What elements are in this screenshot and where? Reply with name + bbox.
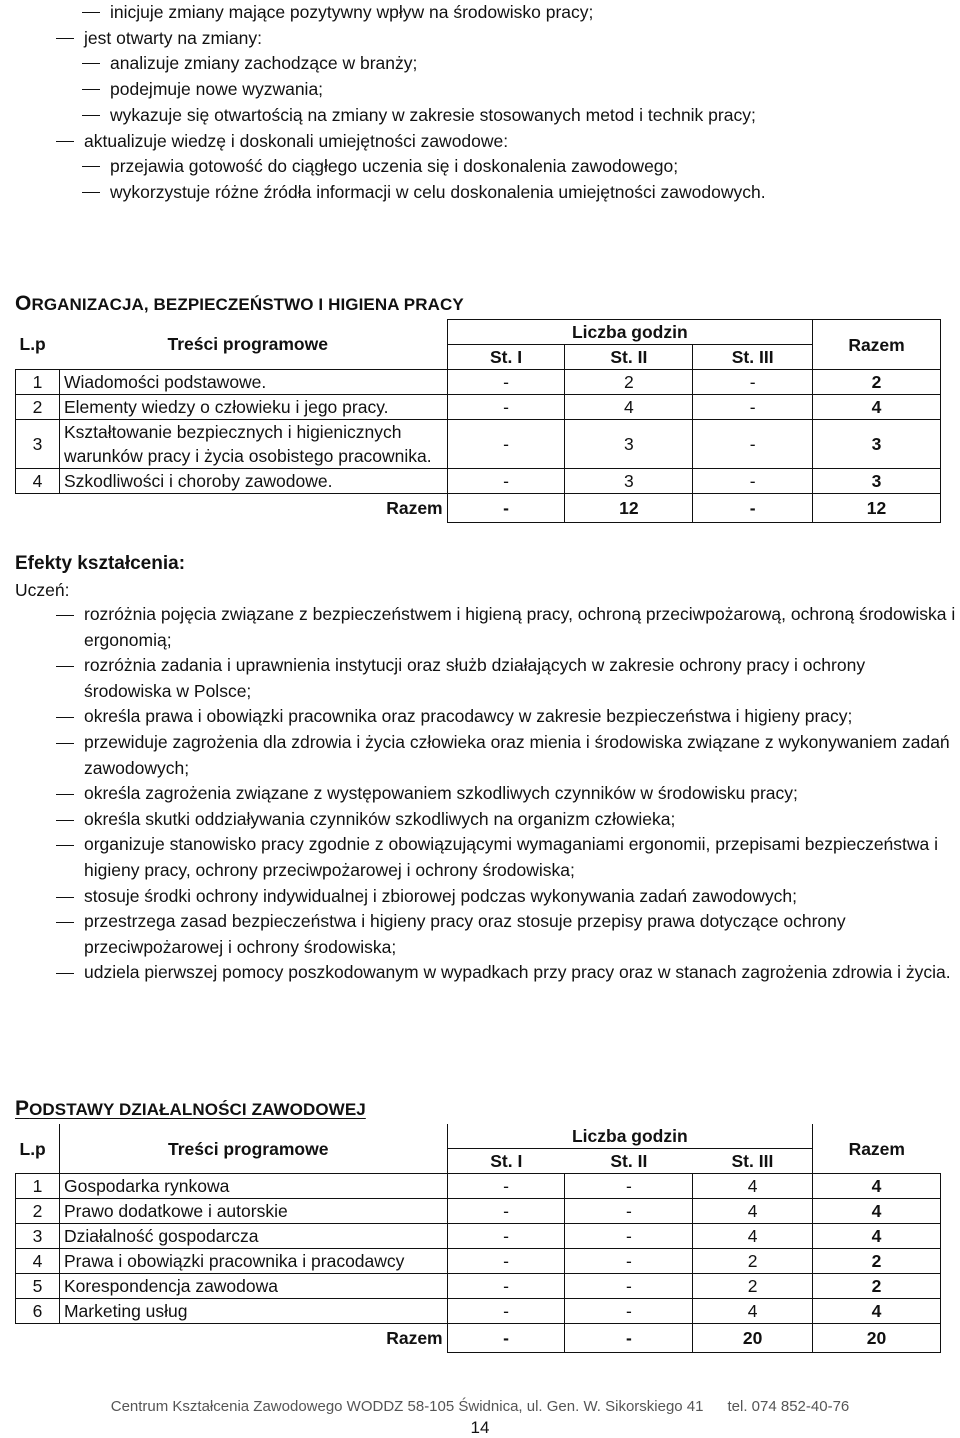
header-liczba-godzin: Liczba godzin (447, 320, 812, 345)
section-title-podstawy: PODSTAWY DZIAŁALNOŚCI ZAWODOWEJ (15, 1097, 366, 1120)
dash-bullet-icon (56, 794, 74, 795)
table-row: 1 Wiadomości podstawowe. - 2 - 2 (16, 370, 941, 395)
header-lp: L.p (16, 1124, 60, 1174)
header-st2: St. II (565, 345, 693, 370)
dash-bullet-icon (56, 973, 74, 974)
table-header-row (16, 320, 941, 345)
list-item: przejawia gotowość do ciągłego uczenia się i doskonalenia zawodowego; (0, 154, 960, 180)
header-st2: St. II (565, 1149, 693, 1174)
header-liczba-godzin: Liczba godzin (447, 1124, 812, 1149)
dash-bullet-icon (56, 141, 74, 142)
table-row: 3 Działalność gospodarcza - - 4 4 (16, 1224, 941, 1249)
header-st3: St. III (693, 1149, 813, 1174)
table-row: 1 Gospodarka rynkowa - - 4 4 (16, 1174, 941, 1199)
dash-bullet-icon (56, 717, 74, 718)
header-st3: St. III (693, 345, 813, 370)
footer-phone: tel. 074 852-40-76 (727, 1398, 850, 1415)
list-item: przewiduje zagrożenia dla zdrowia i życia człowieka oraz mienia i środowiska związane z wykonywaniem zadań zawodowych; (0, 730, 960, 781)
list-item: wykazuje się otwartością na zmiany w zakresie stosowanych metod i technik pracy; (0, 103, 960, 129)
dash-bullet-icon (56, 666, 74, 667)
dash-bullet-icon (82, 63, 100, 64)
page-number: 14 (470, 1418, 490, 1437)
list-item: rozróżnia zadania i uprawnienia instytucji oraz służb działających w zakresie ochrony pracy i ochrony środowiska w Polsce; (0, 653, 960, 704)
dash-bullet-icon (56, 820, 74, 821)
list-item: określa zagrożenia związane z występowaniem szkodliwych czynników w środowisku pracy; (0, 781, 960, 807)
hours-table-organizacja (15, 319, 941, 523)
table-total-row: Razem - 12 - 12 (16, 494, 941, 523)
list-item: analizuje zmiany zachodzące w branży; (0, 51, 960, 77)
table-row: 5 Korespondencja zawodowa - - 2 2 (16, 1274, 941, 1299)
list-item: aktualizuje wiedzę i doskonali umiejętności zawodowe: (0, 129, 960, 155)
dash-bullet-icon (56, 38, 74, 39)
list-item: udziela pierwszej pomocy poszkodowanym w wypadkach przy pracy oraz w stanach zagrożenia zdrowia i życia. (0, 960, 960, 986)
list-item: stosuje środki ochrony indywidualnej i zbiorowej podczas wykonywania zadań zawodowych; (0, 884, 960, 910)
dash-bullet-icon (56, 743, 74, 744)
header-lp: L.p (16, 320, 60, 370)
table-row: 6 Marketing usług - - 4 4 (16, 1299, 941, 1324)
list-item: określa prawa i obowiązki pracownika oraz pracodawcy w zakresie bezpieczeństwa i higieny pracy; (0, 704, 960, 730)
table-total-row: Razem - - 20 20 (16, 1324, 941, 1353)
list-item: określa skutki oddziaływania czynników szkodliwych na organizm człowieka; (0, 807, 960, 833)
dash-bullet-icon (82, 89, 100, 90)
table-row: 2 Elementy wiedzy o człowieku i jego pracy. - 4 - 4 (16, 395, 941, 420)
dash-bullet-icon (56, 897, 74, 898)
table-row: 4 Prawa i obowiązki pracownika i pracodawcy - - 2 2 (16, 1249, 941, 1274)
outcomes-title: Efekty kształcenia: (15, 553, 186, 574)
header-tresci: Treści programowe (59, 1124, 447, 1174)
section-title-organizacja: ORGANIZACJA, BEZPIECZEŃSTWO I HIGIENA PRACY (15, 292, 464, 315)
table-header-row (16, 1124, 941, 1149)
header-razem: Razem (813, 320, 941, 370)
header-razem: Razem (813, 1124, 941, 1174)
dash-bullet-icon (82, 115, 100, 116)
page-footer (0, 1398, 960, 1415)
hours-table-podstawy (15, 1124, 941, 1353)
header-tresci: Treści programowe (59, 320, 447, 370)
list-item: organizuje stanowisko pracy zgodnie z obowiązującymi wymaganiami ergonomii, przepisami bezpieczeństwa i higieny pracy, ochrony przeciwpożarowej i ochrony środowiska; (0, 832, 960, 883)
top-bullet-list (0, 0, 960, 206)
list-item: przestrzega zasad bezpieczeństwa i higieny pracy oraz stosuje przepisy prawa dotyczące ochrony przeciwpożarowej i ochrony środowiska; (0, 909, 960, 960)
table-row: 2 Prawo dodatkowe i autorskie - - 4 4 (16, 1199, 941, 1224)
outcomes-lead: Uczeń: (15, 580, 70, 600)
dash-bullet-icon (82, 166, 100, 167)
dash-bullet-icon (82, 192, 100, 193)
outcomes-list (0, 602, 960, 986)
dash-bullet-icon (56, 845, 74, 846)
list-item: jest otwarty na zmiany: (0, 26, 960, 52)
list-item: inicjuje zmiany mające pozytywny wpływ na środowisko pracy; (0, 0, 960, 26)
list-item: rozróżnia pojęcia związane z bezpieczeństwem i higieną pracy, ochroną przeciwpożarową, ochroną środowiska i ergonomią; (0, 602, 960, 653)
table-row: 4 Szkodliwości i choroby zawodowe. - 3 - 3 (16, 469, 941, 494)
table-row: 3 Kształtowanie bezpiecznych i higienicznych warunków pracy i życia osobistego pracownika. - 3 - 3 (16, 420, 941, 469)
dash-bullet-icon (82, 12, 100, 13)
list-item: podejmuje nowe wyzwania; (0, 77, 960, 103)
dash-bullet-icon (56, 922, 74, 923)
dash-bullet-icon (56, 615, 74, 616)
header-st1: St. I (447, 1149, 565, 1174)
header-st1: St. I (447, 345, 565, 370)
list-item: wykorzystuje różne źródła informacji w celu doskonalenia umiejętności zawodowych. (0, 180, 960, 206)
footer-address: Centrum Kształcenia Zawodowego WODDZ 58-105 Świdnica, ul. Gen. W. Sikorskiego 41 (110, 1398, 704, 1415)
